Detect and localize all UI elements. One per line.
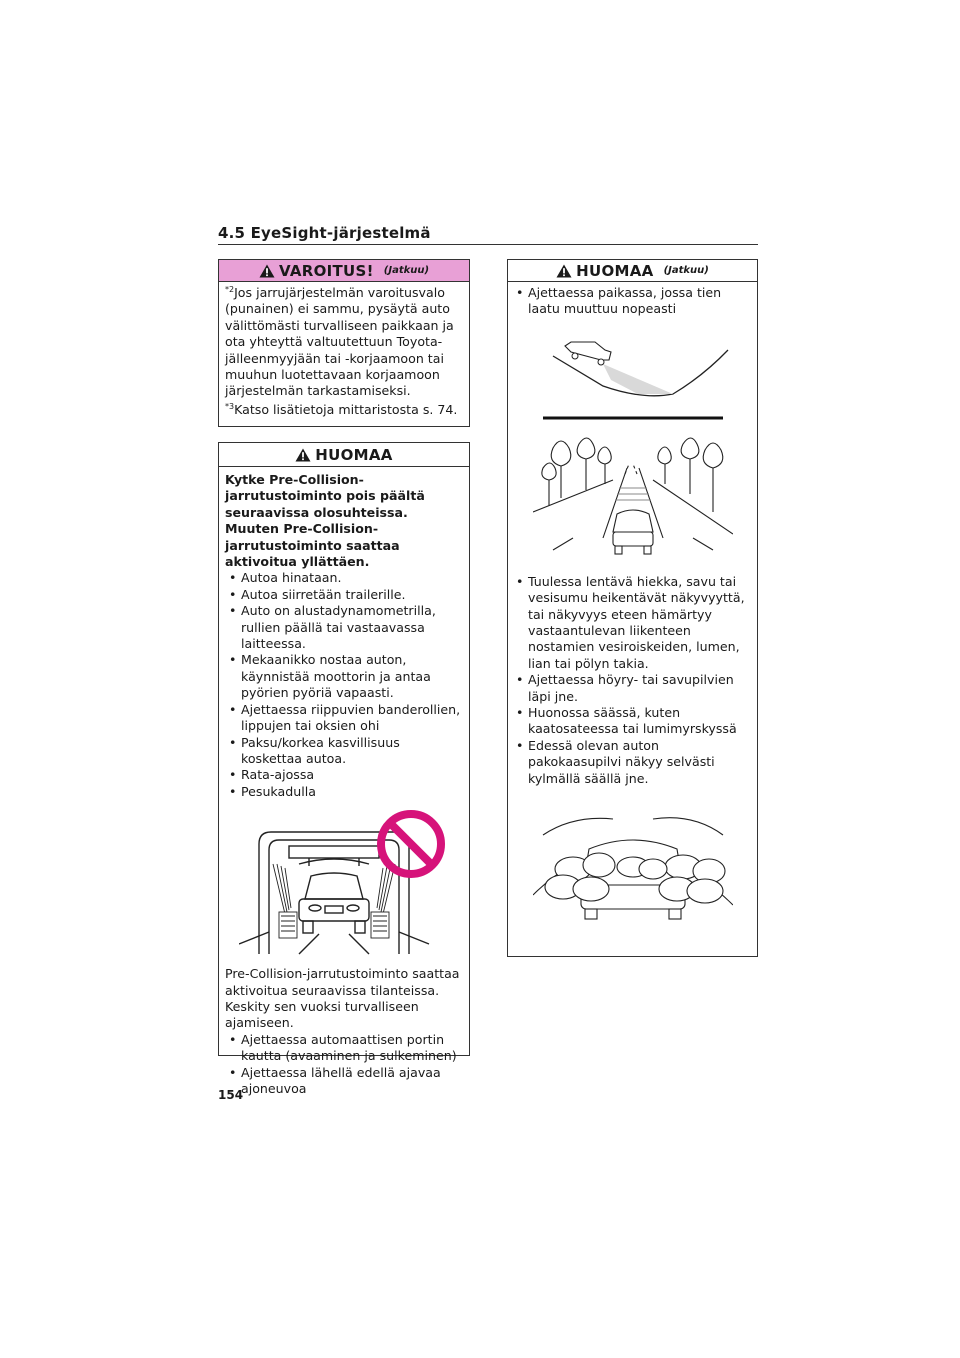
caution-label: HUOMAA — [576, 261, 654, 280]
list-item: • Ajettaessa höyry- tai savupilvien läpi jne. — [512, 672, 754, 705]
list-item: • Ajettaessa paikassa, jossa tien laatu muuttuu nopeasti — [512, 285, 754, 318]
warning-triangle-icon — [556, 264, 572, 278]
caution-header — [508, 260, 757, 282]
warning-triangle-icon — [259, 264, 275, 278]
warning-box — [218, 259, 470, 427]
list-item: • Autoa siirretään trailerille. — [225, 587, 463, 603]
list-item: • Pesukadulla — [225, 784, 463, 800]
list-item: • Ajettaessa automaattisen portin kautta (avaaminen ja sulkeminen) — [225, 1032, 463, 1065]
caution-paragraph: Pre-Collision-jarrutustoiminto saattaa aktivoitua seuraavissa tilanteissa. Keskity sen vuoksi turvalliseen ajamiseen. — [225, 966, 460, 1031]
list-item: • Huonossa säässä, kuten kaatosateessa tai lumimyrskyssä — [512, 705, 754, 738]
list-item: • Tuulessa lentävä hiekka, savu tai vesisumu heikentävät näkyvyyttä, tai näkyvyys eteen hämärtyy vastaantulevan liikenteen nostamien vesiroiskeiden, lumen, lian tai pölyn takia. — [512, 574, 754, 672]
section-divider — [218, 244, 758, 245]
road-trees-illustration — [533, 428, 733, 558]
list-item: • Rata-ajossa — [225, 767, 463, 783]
caution-list-2 — [225, 1032, 463, 1098]
footnote-marker: *3 — [225, 401, 235, 411]
warning-triangle-icon — [295, 448, 311, 462]
warning-label: VAROITUS! — [278, 261, 374, 280]
caution-list — [225, 570, 463, 800]
exhaust-cloud-illustration — [533, 805, 733, 925]
prohibition-icon — [381, 814, 441, 874]
list-item: • Mekaanikko nostaa auton, käynnistää moottorin ja antaa pyörien pyöriä vapaasti. — [225, 652, 463, 701]
caution-list — [512, 285, 754, 318]
section-title: 4.5 EyeSight-järjestelmä — [218, 224, 431, 242]
footnote-marker: *2 — [225, 284, 235, 294]
road-slope-illustration — [533, 336, 733, 422]
caution-list-2 — [512, 574, 754, 787]
list-item: • Paksu/korkea kasvillisuus koskettaa autoa. — [225, 735, 463, 768]
caution-label: HUOMAA — [315, 445, 393, 464]
list-item: • Ajettaessa riippuvien banderollien, lippujen tai oksien ohi — [225, 702, 463, 735]
list-item: • Ajettaessa lähellä edellä ajavaa ajoneuvoa — [225, 1065, 463, 1098]
footnote-text: Katso lisätietoja mittaristosta s. 74. — [234, 401, 458, 417]
continued-label: (Jatkuu) — [383, 265, 430, 276]
caution-box-right — [507, 259, 758, 957]
footnote-2 — [225, 285, 463, 400]
warning-header — [219, 260, 469, 282]
continued-label: (Jatkuu) — [663, 265, 709, 276]
caution-header — [219, 443, 469, 467]
car-wash-illustration — [239, 804, 449, 962]
list-item: • Autoa hinataan. — [225, 570, 463, 586]
list-item: • Auto on alustadynamometrilla, rullien päällä tai vastaavassa laitteessa. — [225, 603, 463, 652]
footnote-text: Jos jarrujärjestelmän varoitusvalo (punainen) ei sammu, pysäytä auto välittömästi turvalliseen paikkaan ja ota yhteyttä valtuutettuun Toyota-jälleenmyyjään tai -korjaamoon tai muuhun luotettavaan korjaamoon järjestelmän tarkastamiseksi. — [225, 285, 454, 399]
list-item: • Edessä olevan auton pakokaasupilvi näkyy selvästi kylmällä säällä jne. — [512, 738, 754, 787]
caution-intro: Kytke Pre-Collision-jarrutustoiminto pois päältä seuraavissa olosuhteissa. Muuten Pre-Collision-jarrutustoiminto saattaa aktivoitua yllättäen. — [225, 472, 425, 570]
footnote-3 — [225, 402, 463, 418]
page-number: 154 — [218, 1088, 244, 1102]
